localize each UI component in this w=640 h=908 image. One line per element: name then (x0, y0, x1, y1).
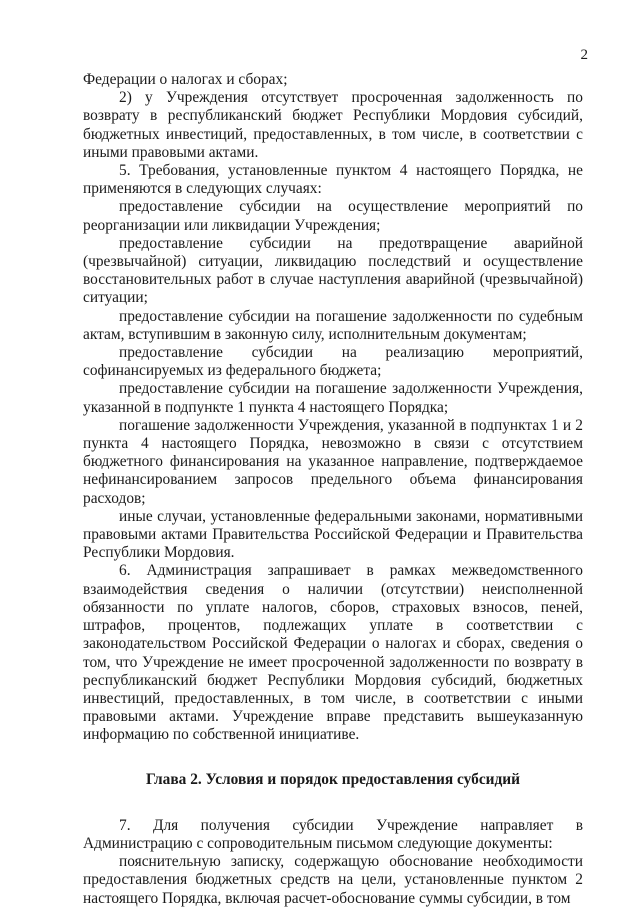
paragraph: предоставление субсидии на предотвращение аварийной (чрезвычайной) ситуации, ликвидацию последствий и осуществление восстановительных работ в случае наступления аварийной (чрезвычайной) ситуации; (83, 234, 583, 307)
paragraph: 6. Администрация запрашивает в рамках межведомственного взаимодействия сведения о наличии (отсутствии) неисполненной обязанности по уплате налогов, сборов, страховых взносов, пеней, штрафов, процентов, подлежащих уплате в соответствии с законодательством Российской Федерации о налогах и сборах, сведения о том, что Учреждение не имеет просроченной задолженности по возврату в республиканский бюджет Республики Мордовия субсидий, бюджетных инвестиций, предоставленных, в том числе, в соответствии с иными правовыми актами. Учреждение вправе представить вышеуказанную информацию по собственной инициативе. (83, 562, 583, 744)
paragraph: 7. Для получения субсидии Учреждение направляет в Администрацию с сопроводительным письмом следующие документы: (83, 816, 583, 852)
paragraph: 2) у Учреждения отсутствует просроченная задолженность по возврату в республиканский бюджет Республики Мордовия субсидий, бюджетных инвестиций, предоставленных, в том числе, в соответствии с иными правовыми актами. (83, 89, 583, 161)
paragraph: Федерации о налогах и сборах; (83, 71, 288, 88)
paragraph: предоставление субсидии на осуществление мероприятий по реорганизации или ликвидации Учреждения; (83, 198, 583, 234)
paragraph: 5. Требования, установленные пунктом 4 настоящего Порядка, не применяются в следующих случаях: (83, 162, 583, 198)
document-body (83, 71, 583, 908)
paragraph: предоставление субсидии на погашение задолженности по судебным актам, вступившим в законную силу, исполнительным документам; (83, 307, 583, 343)
chapter-title: Глава 2. Условия и порядок предоставления субсидий (145, 770, 521, 788)
paragraph: предоставление субсидии на погашение задолженности Учреждения, указанной в подпункте 1 пункта 4 настоящего Порядка; (83, 380, 583, 416)
page-number: 2 (580, 47, 588, 63)
paragraph: иные случаи, установленные федеральными законами, нормативными правовыми актами Правительства Российской Федерации и Правительства Республики Мордовия. (83, 507, 583, 562)
paragraph: погашение задолженности Учреждения, указанной в подпунктах 1 и 2 пункта 4 настоящего Порядка, невозможно в связи с отсутствием бюджетного финансирования на указанное направление, подтверждаемое нефинансированием запросов предельного объема финансирования расходов; (83, 416, 583, 507)
paragraph: предоставление субсидии на реализацию мероприятий, софинансируемых из федерального бюджета; (83, 344, 583, 380)
paragraph: пояснительную записку, содержащую обоснование необходимости предоставления бюджетных средств на цели, установленные пунктом 2 настоящего Порядка, включая расчет-обоснование суммы субсидии, в том (83, 853, 583, 907)
